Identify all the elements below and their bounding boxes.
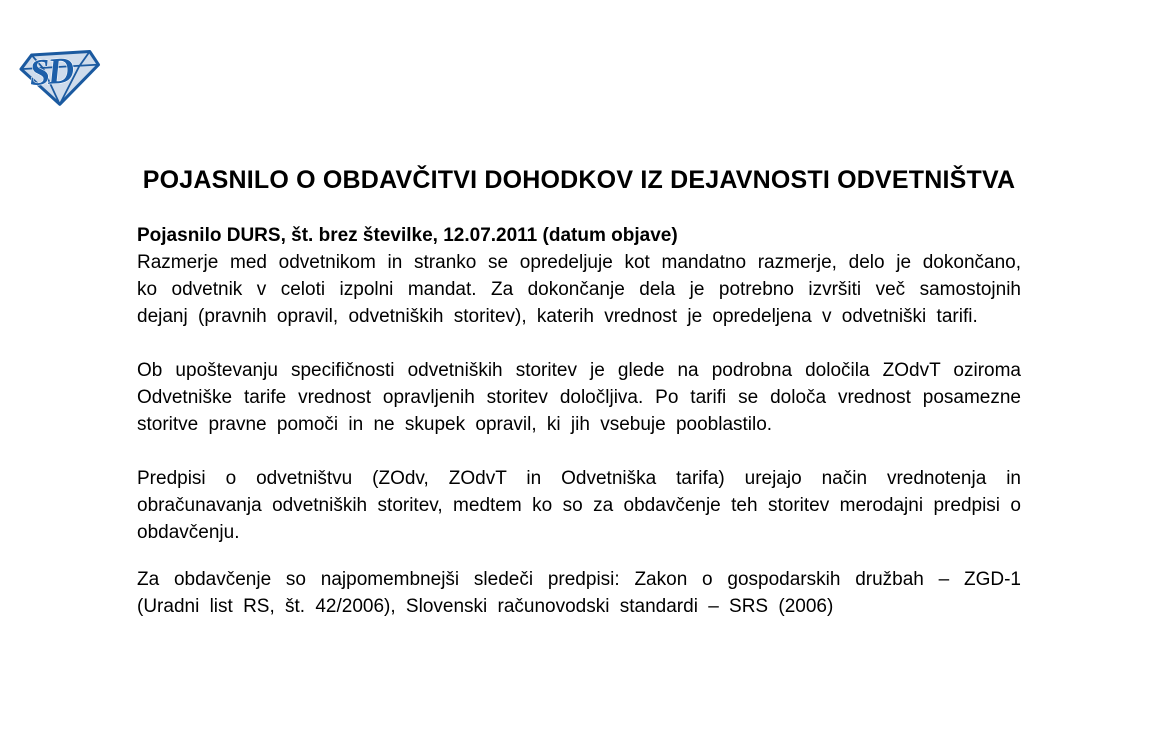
sd-diamond-logo-icon bbox=[14, 46, 102, 108]
document-subtitle: Pojasnilo DURS, št. brez številke, 12.07.2011 (datum objave) bbox=[137, 225, 678, 246]
body-paragraph: Ob upoštevanju specifičnosti odvetniških storitev je glede na podrobna določila ZOdvT oziroma Odvetniške tarife vrednost opravljenih storitev določljiva. Po tarifi se določa vrednost posamezne storitve pravne pomoči in ne skupek opravil, ki jih vsebuje pooblastilo. bbox=[137, 360, 1021, 435]
body-paragraph: Razmerje med odvetnikom in stranko se opredeljuje kot mandatno razmerje, delo je dokončano, ko odvetnik v celoti izpolni mandat. Za dokončanje dela je potrebno izvršiti več samostojnih dejanj (pravnih opravil, odvetniških storitev), katerih vrednost je opredeljena v odvetniški tarifi. bbox=[137, 252, 1021, 327]
body-paragraph: Za obdavčenje so najpomembnejši sledeči predpisi: Zakon o gospodarskih družbah – ZGD-1 (Uradni list RS, št. 42/2006), Slovenski računovodski standardi – SRS (2006) bbox=[137, 569, 1021, 617]
body-paragraph: Predpisi o odvetništvu (ZOdv, ZOdvT in Odvetniška tarifa) urejajo način vrednotenja in obračunavanja odvetniških storitev, medtem ko so za obdavčenje teh storitev merodajni predpisi o obdavčenju. bbox=[137, 468, 1021, 543]
document-content bbox=[137, 0, 1021, 620]
document-title: POJASNILO O OBDAVČITVI DOHODKOV IZ DEJAVNOSTI ODVETNIŠTVA bbox=[142, 166, 1016, 194]
logo-monogram: SD bbox=[28, 49, 73, 94]
